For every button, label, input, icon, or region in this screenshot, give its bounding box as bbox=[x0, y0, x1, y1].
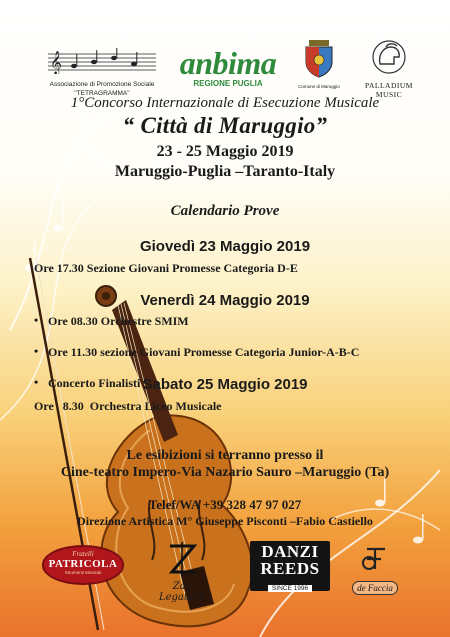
municipal-crest bbox=[296, 40, 342, 89]
helmet-icon bbox=[370, 40, 408, 74]
patricola-logo bbox=[44, 547, 122, 583]
contest-place: Maruggio-Puglia –Taranto-Italy bbox=[114, 163, 336, 180]
schedule-item: • Concerto Finalisti bbox=[34, 376, 450, 391]
schedule-item: • Ore 11.30 sezione Giovani Promesse Categoria Junior-A-B-C bbox=[34, 345, 450, 360]
patricola-sub: Strumenti Musicali bbox=[64, 570, 102, 575]
zac-legature-logo bbox=[150, 540, 214, 603]
tetragramma-logo bbox=[46, 48, 158, 97]
day-title-thursday: Giovedì 23 Maggio 2019 bbox=[139, 238, 311, 255]
schedule-item: Ore 17.30 Sezione Giovani Promesse Categoria D-E bbox=[34, 261, 298, 275]
tetragramma-line2: "TETRAGRAMMA" bbox=[74, 90, 130, 97]
patricola-main: PATRICOLA bbox=[48, 558, 118, 570]
calendar-heading: Calendario Prove bbox=[170, 203, 280, 219]
schedule-item: • Ore 08.30 Orchestre SMIM bbox=[34, 314, 450, 329]
music-staff-icon bbox=[46, 48, 158, 74]
defaccia-name: de Faccia bbox=[352, 581, 398, 595]
anbima-logo bbox=[176, 45, 280, 88]
palladium-name: PALLADIUM MUSIC bbox=[365, 81, 413, 99]
crest-caption: Comune di Maruggio bbox=[298, 84, 340, 89]
venue-intro: Le esibizioni si terranno presso il bbox=[126, 448, 324, 463]
artistic-direction: Direzione Artistica M° Giuseppe Pisconti –Fabio Castiello bbox=[77, 514, 373, 528]
defaccia-mark-icon bbox=[353, 545, 397, 573]
defaccia-logo bbox=[338, 545, 412, 596]
contest-city: “ Città di Maruggio” bbox=[122, 113, 328, 138]
venue-address: Cine-teatro Impero-Via Nazario Sauro –Maruggio (Ta) bbox=[60, 465, 390, 480]
zac-name: Zac Legature bbox=[158, 581, 206, 603]
contest-title: 1°Concorso Internazionale di Esecuzione Musicale bbox=[70, 95, 380, 111]
tetragramma-line1: Associazione di Promozione Sociale bbox=[49, 81, 155, 88]
danzi-word-1: DANZI bbox=[261, 542, 319, 561]
anbima-wordmark: anbima bbox=[179, 45, 277, 81]
contact-phone: Telef/WA +39 328 47 97 027 bbox=[148, 497, 302, 512]
schedule-item: Ore 8.30 Orchestra Liceo Musicale bbox=[34, 399, 222, 413]
palladium-logo bbox=[354, 40, 424, 99]
contest-dates: 23 - 25 Maggio 2019 bbox=[156, 143, 294, 160]
danzi-since: SINCE 1996 bbox=[268, 585, 312, 592]
zac-z-icon bbox=[162, 540, 202, 578]
danzi-word-2: REEDS bbox=[260, 559, 320, 578]
day-title-friday: Venerdì 24 Maggio 2019 bbox=[140, 292, 310, 309]
anbima-region: REGIONE PUGLIA bbox=[193, 79, 263, 88]
day-title-saturday: Sabato 25 Maggio 2019 bbox=[142, 376, 308, 393]
svg-text:𝄞: 𝄞 bbox=[50, 50, 62, 74]
danzi-reeds-logo bbox=[250, 541, 330, 591]
crest-icon bbox=[303, 40, 335, 78]
patricola-top: Fratelli bbox=[72, 550, 94, 558]
